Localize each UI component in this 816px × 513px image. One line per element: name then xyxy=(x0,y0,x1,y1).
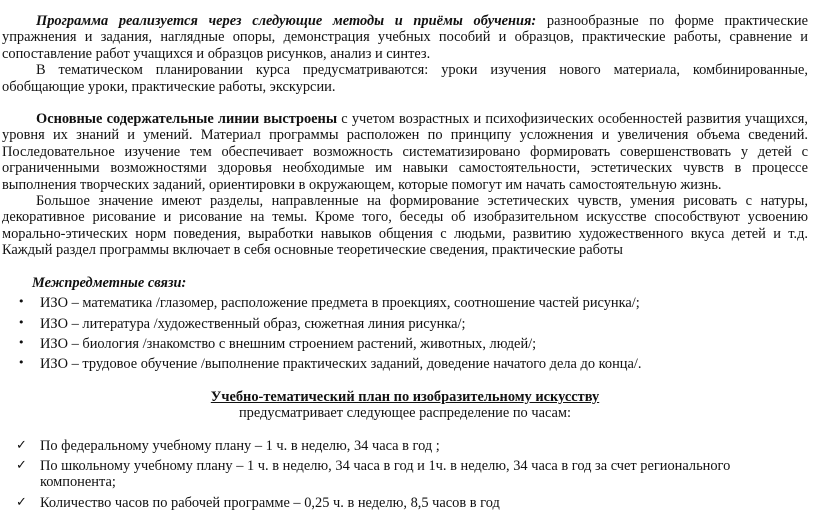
list-item: • ИЗО – биология /знакомство с внешним строением растений, животных, людей/; xyxy=(2,336,808,352)
list-item: ✓ Количество часов по рабочей программе – 0,25 ч. в неделю, 8,5 часов в год xyxy=(2,495,808,511)
interdisciplinary-heading: Межпредметные связи: xyxy=(32,274,187,291)
plan-title: Учебно-тематический план по изобразительному искусству xyxy=(210,388,600,405)
content-lines-lead: Основные содержательные линии выстроены xyxy=(36,111,338,128)
list-item: • ИЗО – литература /художественный образ, сюжетная линия рисунка/; xyxy=(2,316,808,332)
list-item: ✓ По школьному учебному плану – 1 ч. в неделю, 34 часа в год и 1ч. в неделю, 34 часа в год за счет регионального компонента; xyxy=(2,458,808,491)
plan-subtitle: предусматривает следующее распределение по часам: xyxy=(238,405,572,422)
interdisciplinary-list xyxy=(2,295,808,373)
paragraph-methods xyxy=(2,13,808,62)
paragraph-content-lines xyxy=(2,111,808,193)
list-item: • ИЗО – трудовое обучение /выполнение практических заданий, доведение начатого дела до конца/. xyxy=(2,356,808,372)
paragraph-planning: В тематическом планировании курса предусматриваются: уроки изучения нового материала, комбинированные, обобщающие уроки, практические работы, экскурсии. xyxy=(2,62,808,95)
list-item: • ИЗО – математика /глазомер, расположение предмета в проекциях, соотношение частей рисунка/; xyxy=(2,295,808,311)
methods-lead: Программа реализуется через следующие методы и приёмы обучения: xyxy=(36,13,537,29)
content-lines-text: с учетом возрастных и психофизических особенностей развития учащихся, уровня их знаний и умений. Материал программы расположен по принципу усложнения и увеличения объема сведений. Последовательное изучение тем обеспечивает возможность систематизировано формировать совершенствовать у детей с ограниченными возможностями здоровья необходимые им навыки самостоятельности, эстетических чувств в процессе выполнения творческих заданий, ориентировки в окружающем, которые помогут им начать самостоятельную жизнь. xyxy=(2,111,808,193)
paragraph-sections: Большое значение имеют разделы, направленные на формирование эстетических чувств, умения рисовать с натуры, декоративное рисование и рисование на темы. Кроме того, беседы об изобразительном искусстве способствуют усвоению морально-этических норм поведения, выработки навыков общения с людьми, развитию художественного вкуса детей и т.д. Каждый раздел программы включает в себя основные теоретические сведения, практические работы xyxy=(2,193,808,259)
hours-list xyxy=(2,438,808,512)
methods-text: разнообразные по форме практические упражнения и задания, наглядные опоры, демонстрация учебных пособий и образцов, практические работы, сравнение и сопоставление работ учащихся и образцов рисунков, анализ и синтез. xyxy=(2,13,808,62)
list-item: ✓ По федеральному учебному плану – 1 ч. в неделю, 34 часа в год ; xyxy=(2,438,808,454)
